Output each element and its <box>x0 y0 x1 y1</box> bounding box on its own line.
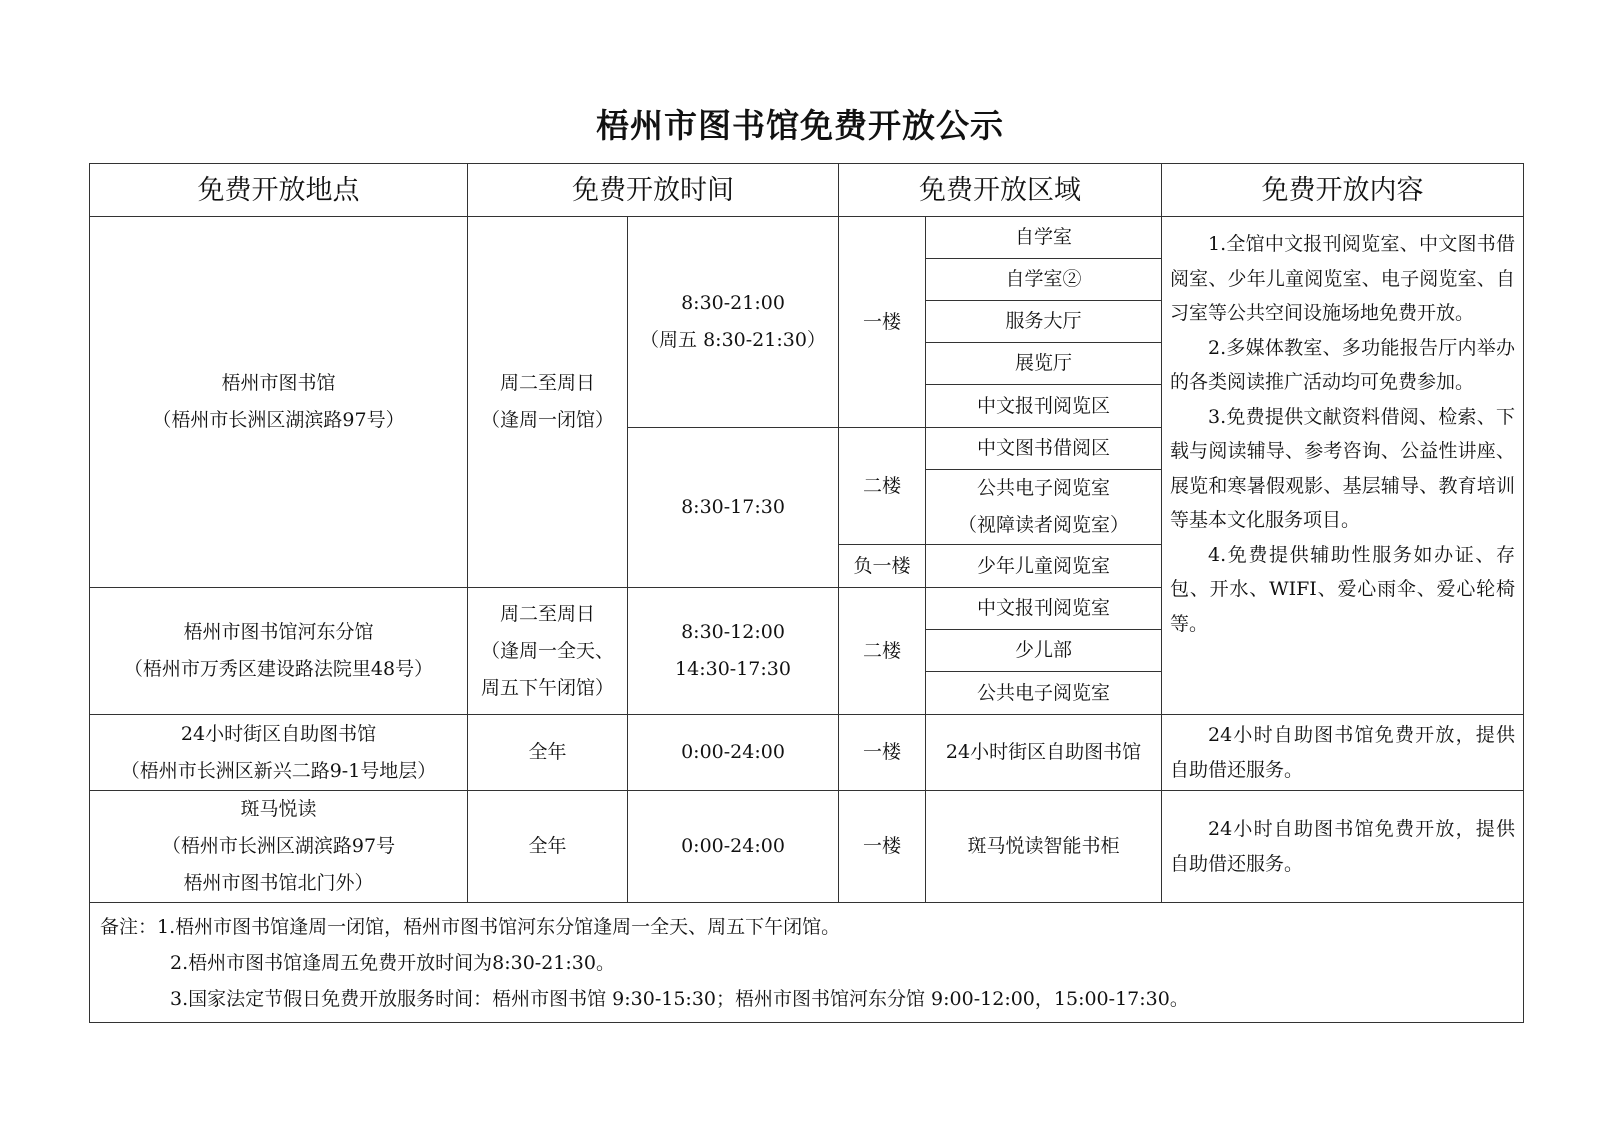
header-area: 免费开放区域 <box>839 164 1162 217</box>
area-cell: 少儿部 <box>926 630 1162 672</box>
main-library-location <box>90 217 468 588</box>
floor-label: 二楼 <box>839 588 926 715</box>
days-text: 周二至周日 <box>499 372 595 394</box>
header-content: 免费开放内容 <box>1162 164 1524 217</box>
days-note: 周五下午闭馆） <box>480 676 614 699</box>
time-note: （周五 8:30-21:30） <box>640 329 826 351</box>
time-text: 14:30-17:30 <box>675 658 791 680</box>
days-text: 周二至周日 <box>499 602 595 625</box>
note-line: 3.国家法定节假日免费开放服务时间：梧州市图书馆 9:30-15:30；梧州市图书馆河东分馆 9:00-12:00，15:00-17:30。 <box>170 987 1189 1010</box>
zebra-location <box>90 791 468 903</box>
notes-row <box>90 903 1524 1023</box>
header-location: 免费开放地点 <box>90 164 468 217</box>
hedong-days <box>468 588 628 715</box>
zebra-days: 全年 <box>468 791 628 903</box>
content-paragraph: 1.全馆中文报刊阅览室、中文图书借阅室、少年儿童阅览室、电子阅览室、自习室等公共空间设施场地免费开放。 <box>1170 233 1515 324</box>
content-paragraph: 3.免费提供文献资料借阅、检索、下载与阅读辅导、参考咨询、公益性讲座、展览和寒暑假观影、基层辅导、教育培训等基本文化服务项目。 <box>1170 405 1515 531</box>
area-cell: 展览厅 <box>926 343 1162 385</box>
location-name: 梧州市图书馆 <box>221 372 336 394</box>
area-note: （视障读者阅览室） <box>957 514 1129 536</box>
notes-cell <box>90 903 1524 1023</box>
area-cell: 自学室② <box>926 259 1162 301</box>
area-cell: 中文图书借阅区 <box>926 428 1162 470</box>
hedong-time <box>628 588 839 715</box>
area-cell <box>926 470 1162 545</box>
area-cell: 自学室 <box>926 217 1162 259</box>
main-library-time-1 <box>628 217 839 428</box>
header-time: 免费开放时间 <box>468 164 839 217</box>
hedong-location <box>90 588 468 715</box>
area-cell: 公共电子阅览室 <box>926 672 1162 715</box>
location-address: （梧州市长洲区湖滨路97号 <box>161 835 396 857</box>
area-cell: 中文报刊阅览室 <box>926 588 1162 630</box>
location-name: 24小时街区自助图书馆 <box>180 722 377 745</box>
time-text: 8:30-12:00 <box>681 621 785 643</box>
area-cell: 服务大厅 <box>926 301 1162 343</box>
floor-label: 一楼 <box>839 715 926 791</box>
page-title: 梧州市图书馆免费开放公示 <box>596 106 1004 145</box>
location-name: 梧州市图书馆河东分馆 <box>183 621 374 643</box>
location-address: （梧州市长洲区湖滨路97号） <box>152 409 405 431</box>
days-note: （逢周一闭馆） <box>480 409 614 431</box>
floor-label: 一楼 <box>839 791 926 903</box>
table-row <box>90 217 1524 259</box>
location-address: 梧州市图书馆北门外） <box>183 872 374 894</box>
days-note: （逢周一全天、 <box>480 639 614 662</box>
area-cell: 少年儿童阅览室 <box>926 545 1162 588</box>
header-row <box>90 164 1524 217</box>
area-text: 公共电子阅览室 <box>976 477 1110 499</box>
table-row <box>90 715 1524 791</box>
street-content <box>1162 715 1524 791</box>
content-paragraph: 24小时自助图书馆免费开放，提供自助借还服务。 <box>1170 818 1515 875</box>
content-main <box>1162 217 1524 715</box>
schedule-table <box>89 163 1524 1023</box>
street-location <box>90 715 468 791</box>
zebra-time: 0:00-24:00 <box>628 791 839 903</box>
floor-label: 一楼 <box>839 217 926 428</box>
street-days: 全年 <box>468 715 628 791</box>
content-paragraph: 4.免费提供辅助性服务如办证、存包、开水、WIFI、爱心雨伞、爱心轮椅等。 <box>1170 543 1515 635</box>
location-name: 斑马悦读 <box>240 798 317 820</box>
location-address: （梧州市长洲区新兴二路9-1号地层） <box>120 759 437 782</box>
main-library-days <box>468 217 628 588</box>
floor-label: 负一楼 <box>839 545 926 588</box>
zebra-content <box>1162 791 1524 903</box>
main-library-time-2: 8:30-17:30 <box>628 428 839 588</box>
area-cell: 斑马悦读智能书柜 <box>926 791 1162 903</box>
note-line: 备注：1.梧州市图书馆逢周一闭馆，梧州市图书馆河东分馆逢周一全天、周五下午闭馆。 <box>100 915 841 938</box>
street-time: 0:00-24:00 <box>628 715 839 791</box>
content-paragraph: 24小时自助图书馆免费开放，提供自助借还服务。 <box>1170 724 1515 781</box>
location-address: （梧州市万秀区建设路法院里48号） <box>123 658 434 680</box>
time-text: 8:30-21:00 <box>681 292 785 314</box>
table-row <box>90 791 1524 903</box>
content-paragraph: 2.多媒体教室、多功能报告厅内举办的各类阅读推广活动均可免费参加。 <box>1170 336 1515 393</box>
area-cell: 中文报刊阅览区 <box>926 385 1162 428</box>
note-line: 2.梧州市图书馆逢周五免费开放时间为8:30-21:30。 <box>170 951 615 974</box>
floor-label: 二楼 <box>839 428 926 545</box>
area-cell: 24小时街区自助图书馆 <box>926 715 1162 791</box>
